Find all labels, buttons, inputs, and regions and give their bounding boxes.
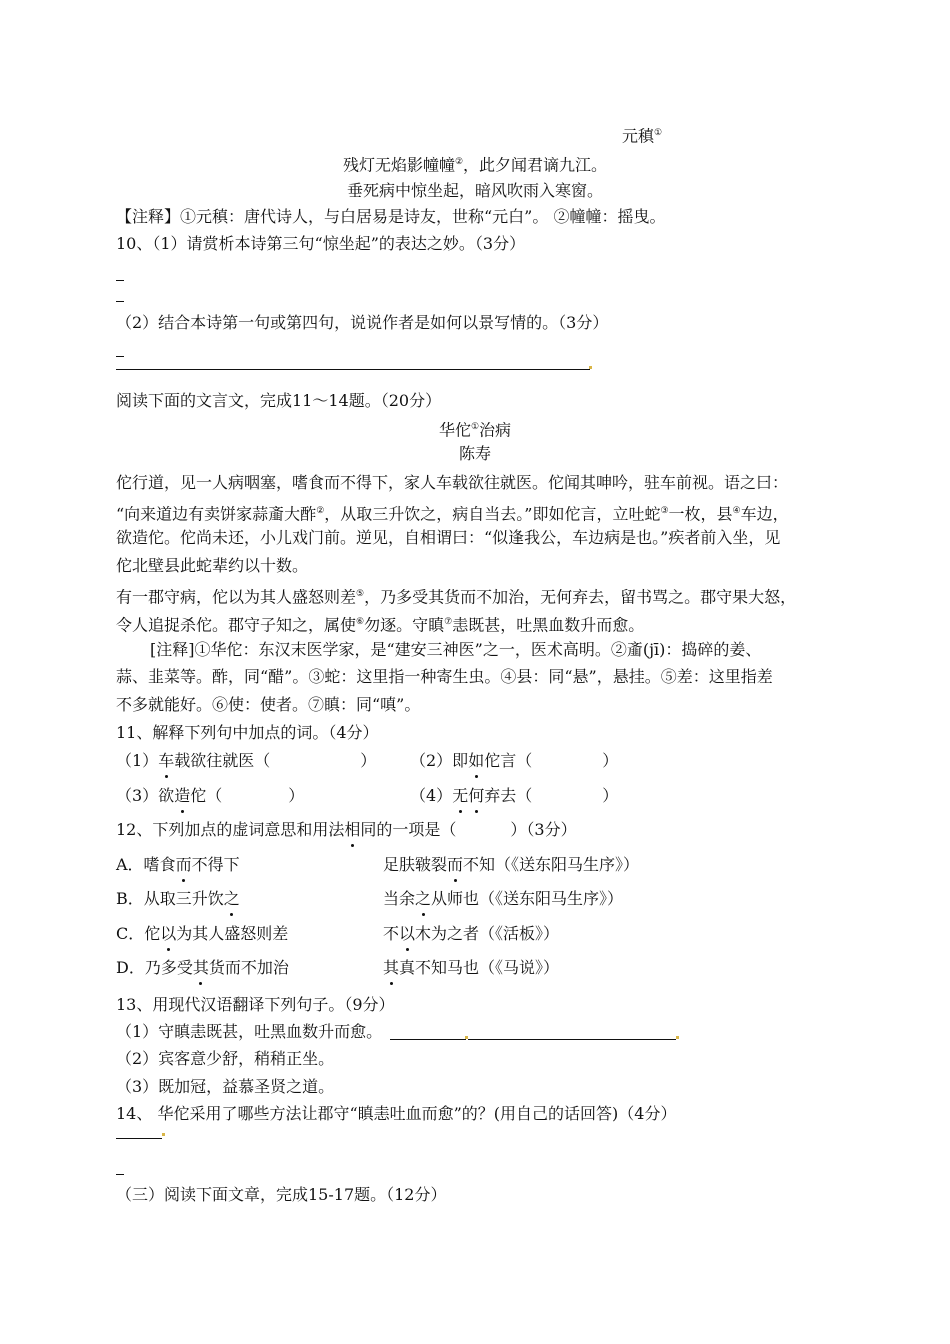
option-text: 不得下	[191, 855, 240, 874]
passage-text: 车边，	[740, 504, 789, 524]
dotted-word: 无	[452, 786, 469, 805]
passage-text: 令人追捉杀佗。郡守子知之，属使	[116, 615, 357, 635]
note-ref: ⑦	[444, 617, 453, 627]
stem-text: ）（3分）	[510, 820, 577, 839]
answer-line[interactable]	[116, 369, 590, 370]
edit-mark	[676, 1036, 679, 1039]
edit-mark	[162, 1133, 165, 1136]
section-3-heading: （三）阅读下面文章，完成15-17题。（12分）	[116, 1185, 447, 1204]
option-text: B．从取三升饮	[116, 889, 224, 908]
passage-line	[116, 583, 796, 608]
option-text: D．乃多受	[116, 958, 193, 977]
poem-annotation: 【注释】①元稹：唐代诗人，与白居易是诗友，世称“元白”。 ②幢幢：摇曳。	[116, 207, 666, 226]
question-13-sentence-3: （3）既加冠，益慕圣贤之道。	[116, 1077, 335, 1096]
passage-title	[0, 416, 950, 441]
passage-text: ，乃多受其货而不加治，无何弃去，留书骂之。郡守果大怒，	[364, 587, 797, 607]
dotted-word: 其	[192, 958, 209, 977]
passage-text: 一枚，县	[668, 504, 733, 524]
poem-line-1	[0, 151, 950, 176]
passage-text: 恚既甚，吐黑血数升而愈。	[452, 615, 645, 635]
question-11-item-3	[116, 785, 304, 807]
answer-line[interactable]	[390, 1039, 466, 1040]
poem-line-1-note: ②	[454, 157, 464, 167]
note-ref: ④	[732, 506, 741, 516]
passage-line: 佗行道，见一人病咽塞，嗜食而不得下，家人车载欲往就医。佗闻其呻吟，驻车前视。语之曰：	[116, 473, 789, 492]
passage-author: 陈寿	[458, 444, 491, 463]
note-ref: ②	[316, 506, 325, 516]
option-c-right	[383, 923, 559, 945]
question-12-stem	[116, 819, 577, 841]
question-11-item-4	[410, 785, 618, 807]
passage-line	[116, 500, 789, 525]
dotted-word: 何	[468, 786, 485, 805]
item-text: 佗言（	[484, 751, 533, 770]
note-ref: ③	[660, 506, 669, 516]
option-text: 不知（《送东阳马生序》）	[463, 855, 640, 874]
question-11-stem: 11、解释下列句中加点的词。（4分）	[116, 723, 379, 742]
option-a-left	[116, 854, 240, 876]
note-ref: ⑤	[356, 589, 365, 599]
question-11-item-1	[116, 750, 376, 772]
question-10-part-2: （2）结合本诗第一句或第四句，说说作者是如何以景写情的。（3分）	[116, 313, 609, 332]
option-a-right	[383, 854, 639, 876]
option-text: A．嗜食	[116, 855, 176, 874]
dotted-word: 而	[447, 855, 464, 874]
item-text: （2）即	[410, 751, 469, 770]
dotted-word: 之	[223, 889, 240, 908]
option-text: 木为之者（《活板》）	[415, 924, 560, 943]
dotted-word: 车	[158, 751, 175, 770]
option-text: 真不知马也（《马说》）	[399, 958, 560, 977]
passage-line: 佗北壁县此蛇辈约以十数。	[116, 556, 309, 575]
item-text: （3）欲	[116, 786, 175, 805]
option-text: 从师也（《送东阳马生序》）	[431, 889, 624, 908]
item-text: ）	[602, 786, 619, 805]
answer-blank[interactable]	[116, 1174, 124, 1175]
dotted-word: 如	[468, 751, 485, 770]
poem-author-note: ①	[654, 128, 663, 138]
passage-line: 欲造佗。佗尚未还，小儿戏门前。逆见，自相谓曰：“似逢我公，车边病是也。”疾者前入坐，见	[116, 528, 781, 547]
dotted-word: 之	[415, 889, 432, 908]
edit-mark	[589, 366, 592, 369]
item-text: ）	[360, 751, 377, 770]
question-10-part-1: 10、（1）请赏析本诗第三句“惊坐起”的表达之妙。（3分）	[116, 234, 526, 253]
option-b-right	[383, 888, 623, 910]
passage-text: “向来道边有卖饼家蒜齑大酢	[116, 504, 317, 524]
option-d-left	[116, 957, 289, 979]
answer-blank[interactable]	[116, 280, 124, 281]
dotted-word: 其	[383, 958, 400, 977]
item-text: ）	[288, 786, 305, 805]
poem-line-1a: 残灯无焰影幢幢	[342, 155, 455, 175]
item-text: （1）	[116, 751, 159, 770]
dotted-word: 以	[399, 924, 416, 943]
question-13-sentence-2: （2）宾客意少舒，稍稍正坐。	[116, 1049, 335, 1068]
passage-text: 勿逐。守瞋	[364, 615, 445, 635]
item-text: （4）	[410, 786, 453, 805]
option-c-left	[116, 923, 288, 945]
poem-author-name: 元稹	[622, 126, 655, 146]
option-text: 为其人盛怒则差	[176, 924, 289, 943]
answer-line[interactable]	[116, 1138, 162, 1139]
classical-intro: 阅读下面的文言文，完成11～14题。（20分）	[116, 391, 442, 410]
question-13-sentence-1: （1）守瞋恚既甚，吐黑血数升而愈。	[116, 1022, 383, 1041]
passage-notes-line: 蒜、韭菜等。酢，同“醋”。③蛇：这里指一种寄生虫。④县：同“悬”，悬挂。⑤差：这里指差	[116, 667, 773, 686]
question-13-stem: 13、用现代汉语翻译下列句子。（9分）	[116, 995, 395, 1014]
option-text: 不	[383, 924, 400, 943]
answer-blank[interactable]	[116, 356, 124, 357]
dotted-word: 相	[344, 820, 361, 839]
option-text: 足肤皲裂	[383, 855, 448, 874]
passage-title-b: 治病	[479, 420, 512, 440]
passage-text: ，从取三升饮之，病自当去。”即如佗言，立吐蛇	[324, 504, 661, 524]
passage-notes-line: 不多就能好。⑥使：使者。⑦瞋：同“嗔”。	[116, 695, 421, 714]
question-11-item-2	[410, 750, 618, 772]
note-ref: ⑥	[356, 617, 365, 627]
poem-line-2: 垂死病中惊坐起，暗风吹雨入寒窗。	[346, 181, 603, 200]
passage-line	[116, 611, 644, 636]
passage-notes-line: [注释]①华佗：东汉末医学家，是“建安三神医”之一，医术高明。②齑(jī)：捣碎的姜、	[150, 640, 762, 659]
dotted-word: 造	[174, 786, 191, 805]
passage-text: 有一郡守病，佗以为其人盛怒则差	[116, 587, 357, 607]
answer-blank[interactable]	[116, 301, 124, 302]
question-14-stem: 14、 华佗采用了哪些方法让郡守“瞋恚吐血而愈”的？(用自己的话回答)（4分）	[116, 1104, 677, 1123]
poem-line-1b: ，此夕闻君谪九江。	[463, 155, 608, 175]
answer-line[interactable]	[468, 1039, 676, 1040]
stem-text: 12、下列加点的虚词意思和用法	[116, 820, 345, 839]
item-text: 弃去（	[484, 786, 533, 805]
passage-title-a: 华佗	[438, 420, 471, 440]
item-text: ）	[602, 751, 619, 770]
option-text: 货而不加治	[208, 958, 289, 977]
option-text: 当余	[383, 889, 416, 908]
item-text: 佗（	[190, 786, 223, 805]
option-d-right	[383, 957, 559, 979]
dotted-word: 以	[160, 924, 177, 943]
option-b-left	[116, 888, 240, 910]
item-text: 载欲往就医（	[174, 751, 271, 770]
dotted-word: 而	[175, 855, 192, 874]
poem-author	[622, 122, 662, 147]
option-text: C．佗	[116, 924, 161, 943]
passage-title-note: ①	[470, 422, 480, 432]
stem-text: 同的一项是（	[360, 820, 457, 839]
